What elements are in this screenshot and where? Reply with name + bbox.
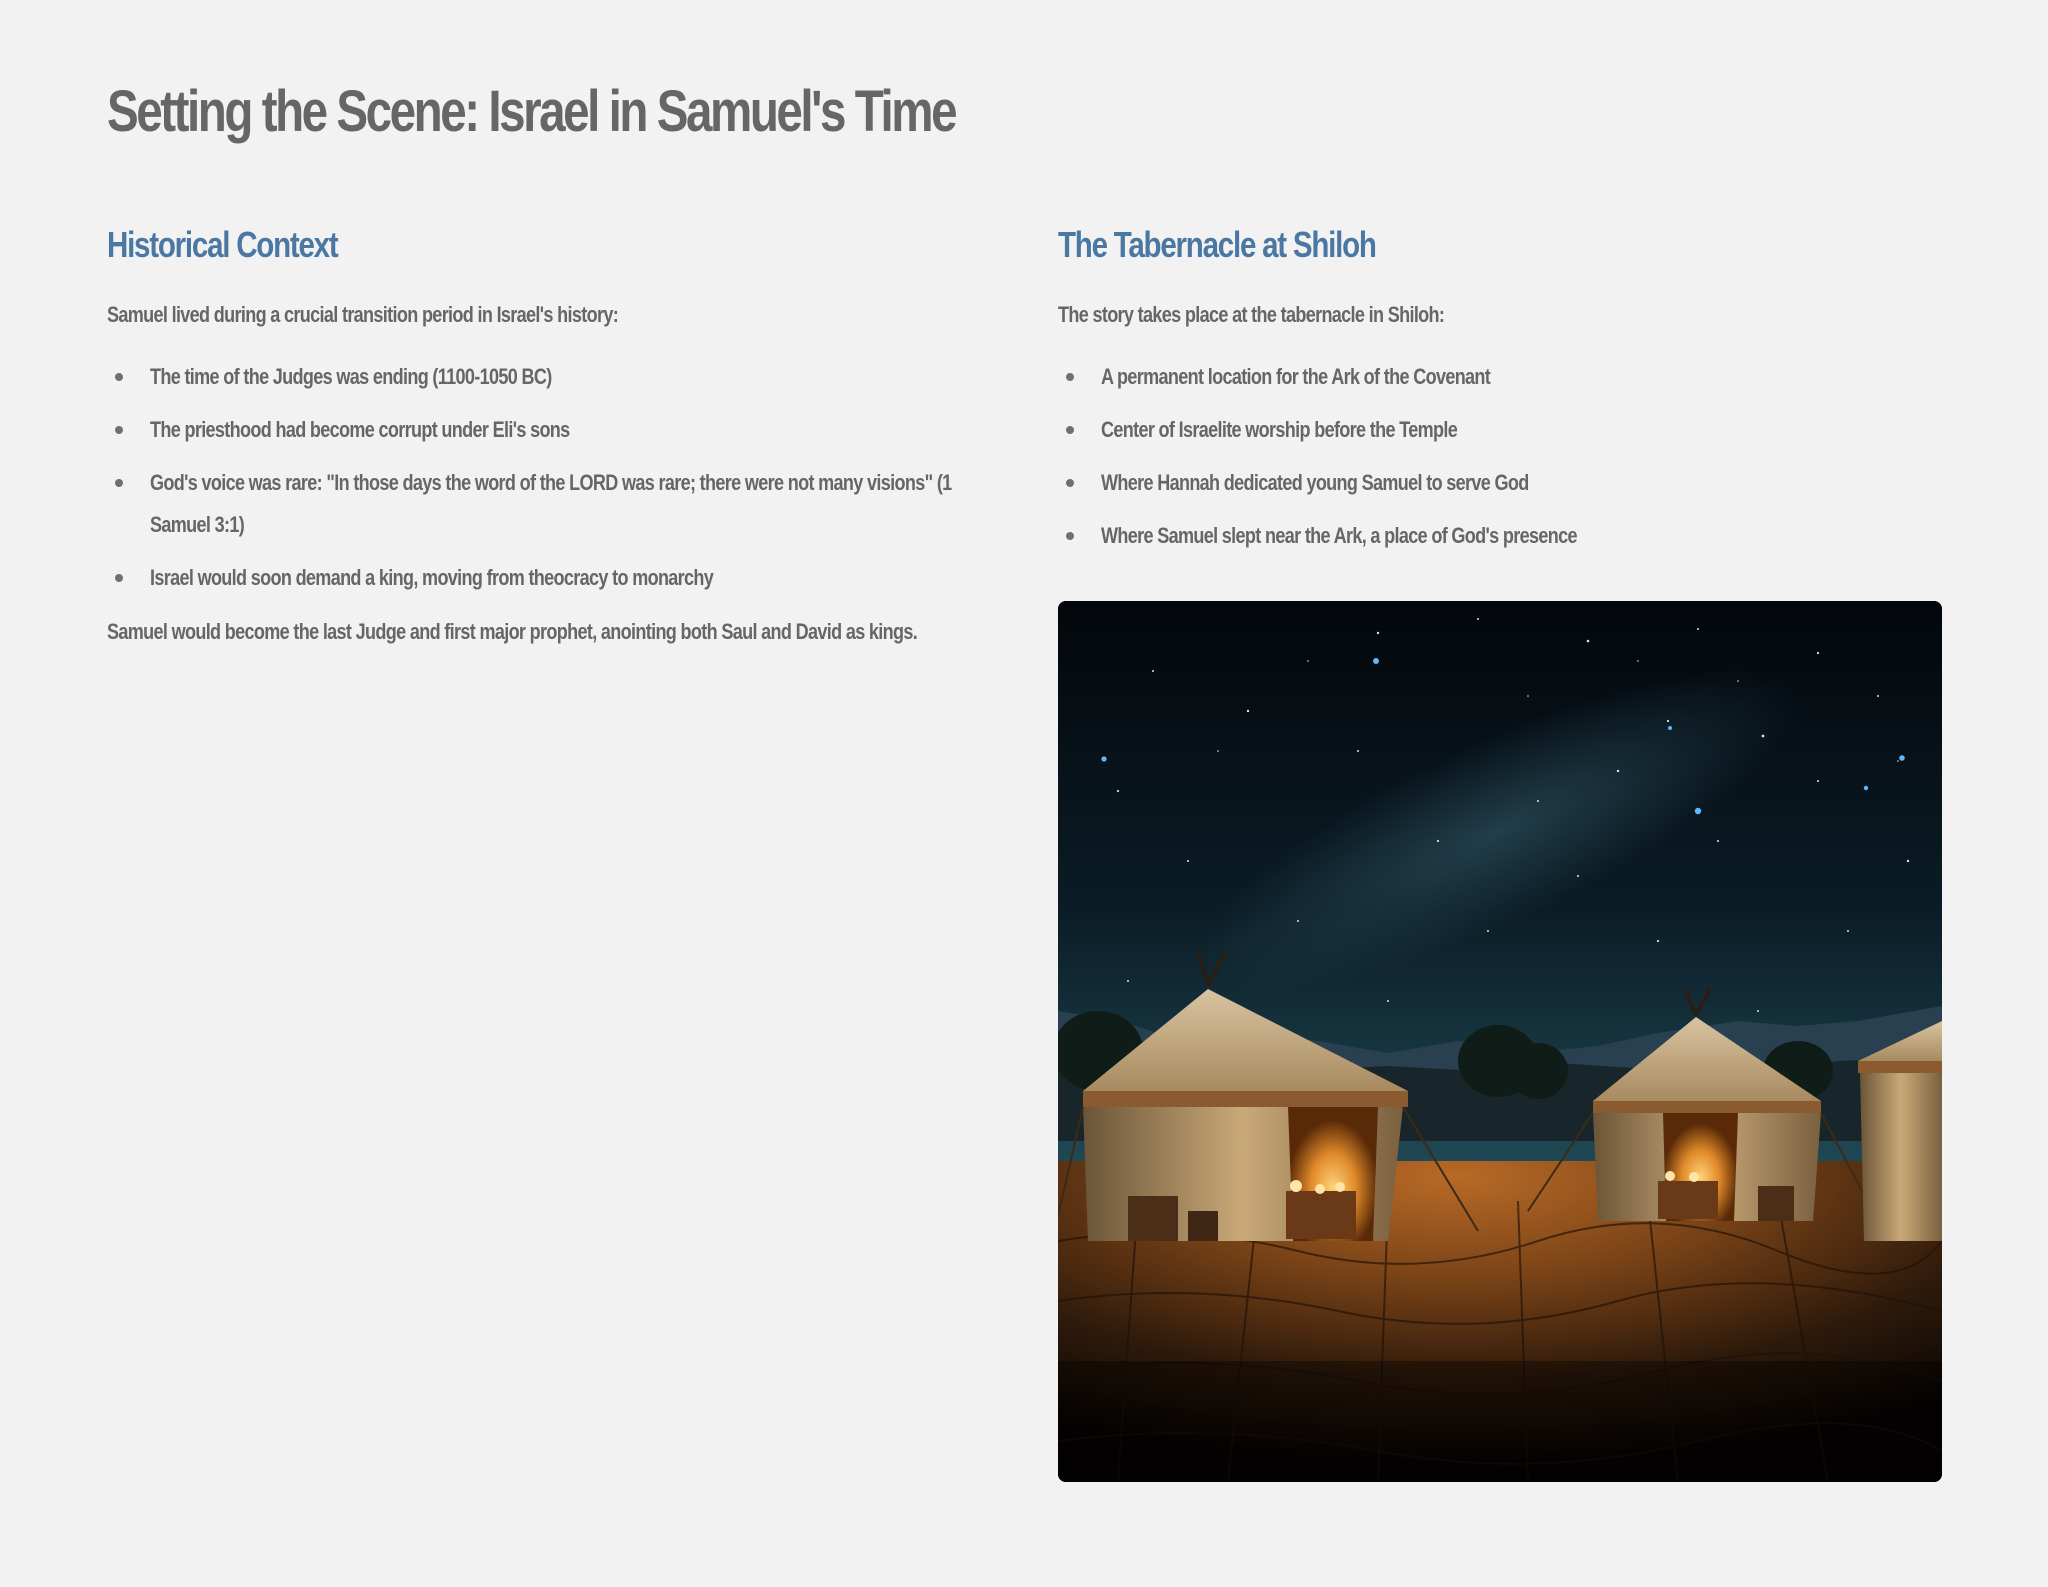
list-item-text: Where Samuel slept near the Ark, a place of God's presence — [1101, 523, 1577, 548]
tents-under-stars-image — [1058, 601, 1942, 1482]
disc-bullet-icon — [115, 479, 123, 487]
disc-bullet-icon — [115, 373, 123, 381]
disc-bullet-icon — [1066, 373, 1074, 381]
list-item — [1058, 515, 1942, 557]
list-item-text: A permanent location for the Ark of the Covenant — [1101, 364, 1491, 389]
list-item-text: Center of Israelite worship before the Temple — [1101, 417, 1458, 442]
disc-bullet-icon — [115, 574, 123, 582]
tabernacle-night-illustration — [1058, 601, 1942, 1482]
list-item-text: Where Hannah dedicated young Samuel to serve God — [1101, 470, 1529, 495]
list-item-text: The priesthood had become corrupt under Eli's sons — [150, 417, 570, 442]
disc-bullet-icon — [1066, 426, 1074, 434]
tabernacle-list — [1058, 356, 1942, 557]
list-item — [107, 462, 1007, 546]
slide-title: Setting the Scene: Israel in Samuel's Time — [107, 79, 956, 144]
list-item — [107, 409, 1007, 451]
list-item-text: Israel would soon demand a king, moving from theocracy to monarchy — [150, 565, 714, 590]
disc-bullet-icon — [1066, 479, 1074, 487]
list-item — [1058, 462, 1942, 504]
list-item-text: God's voice was rare: "In those days the word of the LORD was rare; there were not many visions" (1 Samuel 3:1) — [150, 470, 952, 537]
tabernacle-heading: The Tabernacle at Shiloh — [1058, 224, 1376, 265]
list-item — [1058, 356, 1942, 398]
historical-context-intro: Samuel lived during a crucial transition period in Israel's history: — [107, 302, 619, 327]
list-item — [107, 557, 1007, 599]
disc-bullet-icon — [115, 426, 123, 434]
historical-context-closing: Samuel would become the last Judge and first major prophet, anointing both Saul and David as kings. — [107, 619, 918, 644]
slide — [107, 0, 1942, 1587]
tabernacle-intro: The story takes place at the tabernacle in Shiloh: — [1058, 302, 1445, 327]
historical-context-list — [107, 356, 1007, 599]
disc-bullet-icon — [1066, 532, 1074, 540]
list-item — [1058, 409, 1942, 451]
tabernacle-section — [1058, 224, 1942, 568]
list-item — [107, 356, 1007, 398]
list-item-text: The time of the Judges was ending (1100-1050 BC) — [150, 364, 552, 389]
historical-context-section — [107, 224, 1007, 653]
historical-context-heading: Historical Context — [107, 224, 338, 265]
